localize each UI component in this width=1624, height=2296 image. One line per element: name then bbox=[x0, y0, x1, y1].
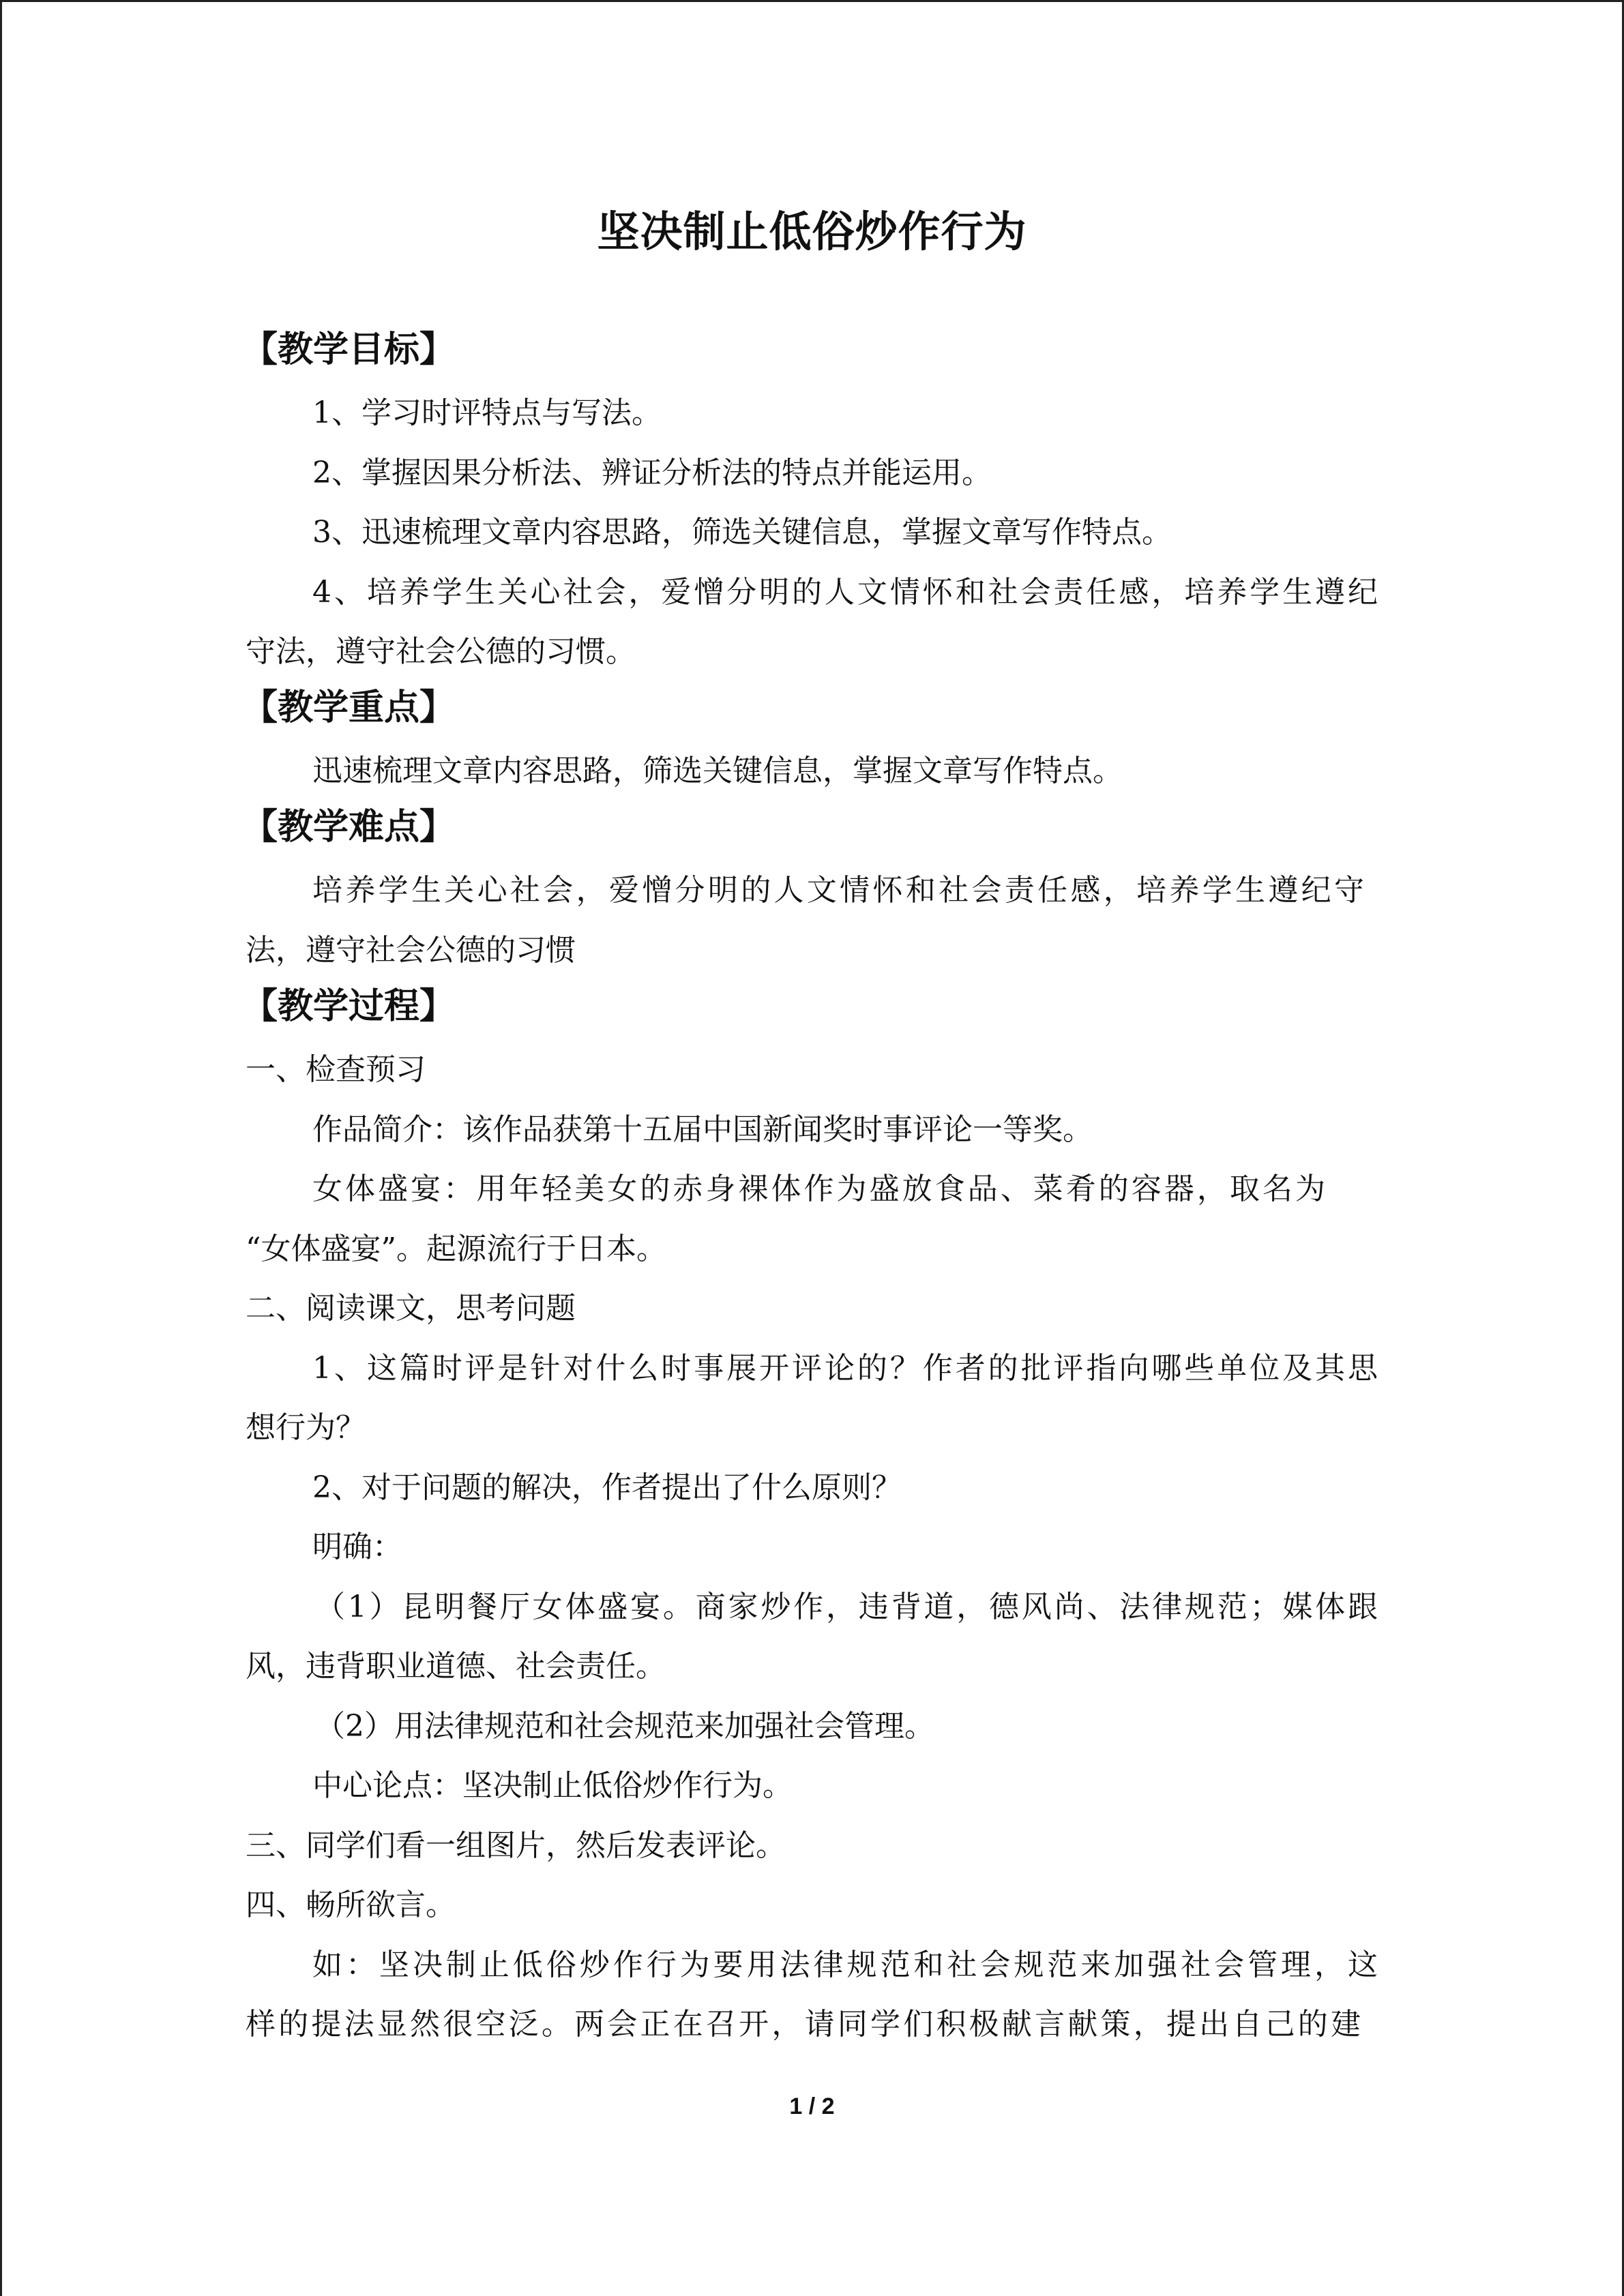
goal-item-4-cont: 守法，遵守社会公德的习惯。 bbox=[246, 634, 636, 669]
page-number: 1 / 2 bbox=[789, 2093, 835, 2119]
process-example-cont: 样的提法显然很空泛。两会正在召开，请同学们积极献言献策，提出自己的建 bbox=[246, 2007, 1361, 2042]
goal-item-4: 4、培养学生关心社会，爱憎分明的人文情怀和社会责任感，培养学生遵纪 bbox=[312, 575, 1378, 610]
process-answer-1: （1）昆明餐厅女体盛宴。商家炒作，违背道，德风尚、法律规范；媒体跟 bbox=[315, 1590, 1378, 1624]
heading-teaching-focus: 【教学重点】 bbox=[242, 687, 456, 728]
process-question-2: 2、对于问题的解决，作者提出了什么原则？ bbox=[312, 1470, 902, 1505]
process-line-intro: 作品简介：该作品获第十五届中国新闻奖时事评论一等奖。 bbox=[312, 1112, 1093, 1147]
process-section-2: 二、阅读课文，思考问题 bbox=[246, 1291, 576, 1326]
process-section-4: 四、畅所欲言。 bbox=[246, 1888, 456, 1922]
process-answer-label: 明确： bbox=[312, 1530, 402, 1564]
process-central-thesis: 中心论点：坚决制止低俗炒作行为。 bbox=[312, 1768, 793, 1803]
goal-item-2: 2、掌握因果分析法、辨证分析法的特点并能运用。 bbox=[312, 456, 992, 490]
process-question-1: 1、这篇时评是针对什么时事展开评论的？作者的批评指向哪些单位及其思 bbox=[312, 1351, 1378, 1386]
document-title: 坚决制止低俗炒作行为 bbox=[597, 207, 1027, 256]
focus-text: 迅速梳理文章内容思路，筛选关键信息，掌握文章写作特点。 bbox=[312, 754, 1123, 788]
goal-item-1: 1、学习时评特点与写法。 bbox=[312, 396, 662, 430]
goal-item-3: 3、迅速梳理文章内容思路，筛选关键信息，掌握文章写作特点。 bbox=[312, 515, 1172, 550]
process-answer-1-cont: 风，违背职业道德、社会责任。 bbox=[246, 1649, 666, 1684]
page-border-left bbox=[0, 0, 2, 2296]
heading-teaching-process: 【教学过程】 bbox=[242, 986, 456, 1027]
heading-teaching-difficulty: 【教学难点】 bbox=[242, 807, 456, 848]
process-line-def: 女体盛宴：用年轻美女的赤身裸体作为盛放食品、菜肴的容器，取名为 bbox=[312, 1172, 1325, 1206]
process-section-1: 一、检查预习 bbox=[246, 1052, 426, 1087]
difficulty-line-1: 培养学生关心社会，爱憎分明的人文情怀和社会责任感，培养学生遵纪守 bbox=[312, 873, 1364, 908]
heading-teaching-goals: 【教学目标】 bbox=[242, 329, 456, 370]
page-border-top bbox=[0, 0, 1624, 2]
difficulty-line-2: 法，遵守社会公德的习惯 bbox=[246, 933, 576, 968]
process-example: 如：坚决制止低俗炒作行为要用法律规范和社会规范来加强社会管理，这 bbox=[312, 1948, 1378, 1982]
process-answer-2: （2）用法律规范和社会规范来加强社会管理。 bbox=[315, 1709, 934, 1744]
process-line-def-cont: “女体盛宴”。起源流行于日本。 bbox=[246, 1232, 666, 1266]
process-section-3: 三、同学们看一组图片，然后发表评论。 bbox=[246, 1828, 786, 1863]
process-question-1-cont: 想行为？ bbox=[246, 1410, 366, 1445]
